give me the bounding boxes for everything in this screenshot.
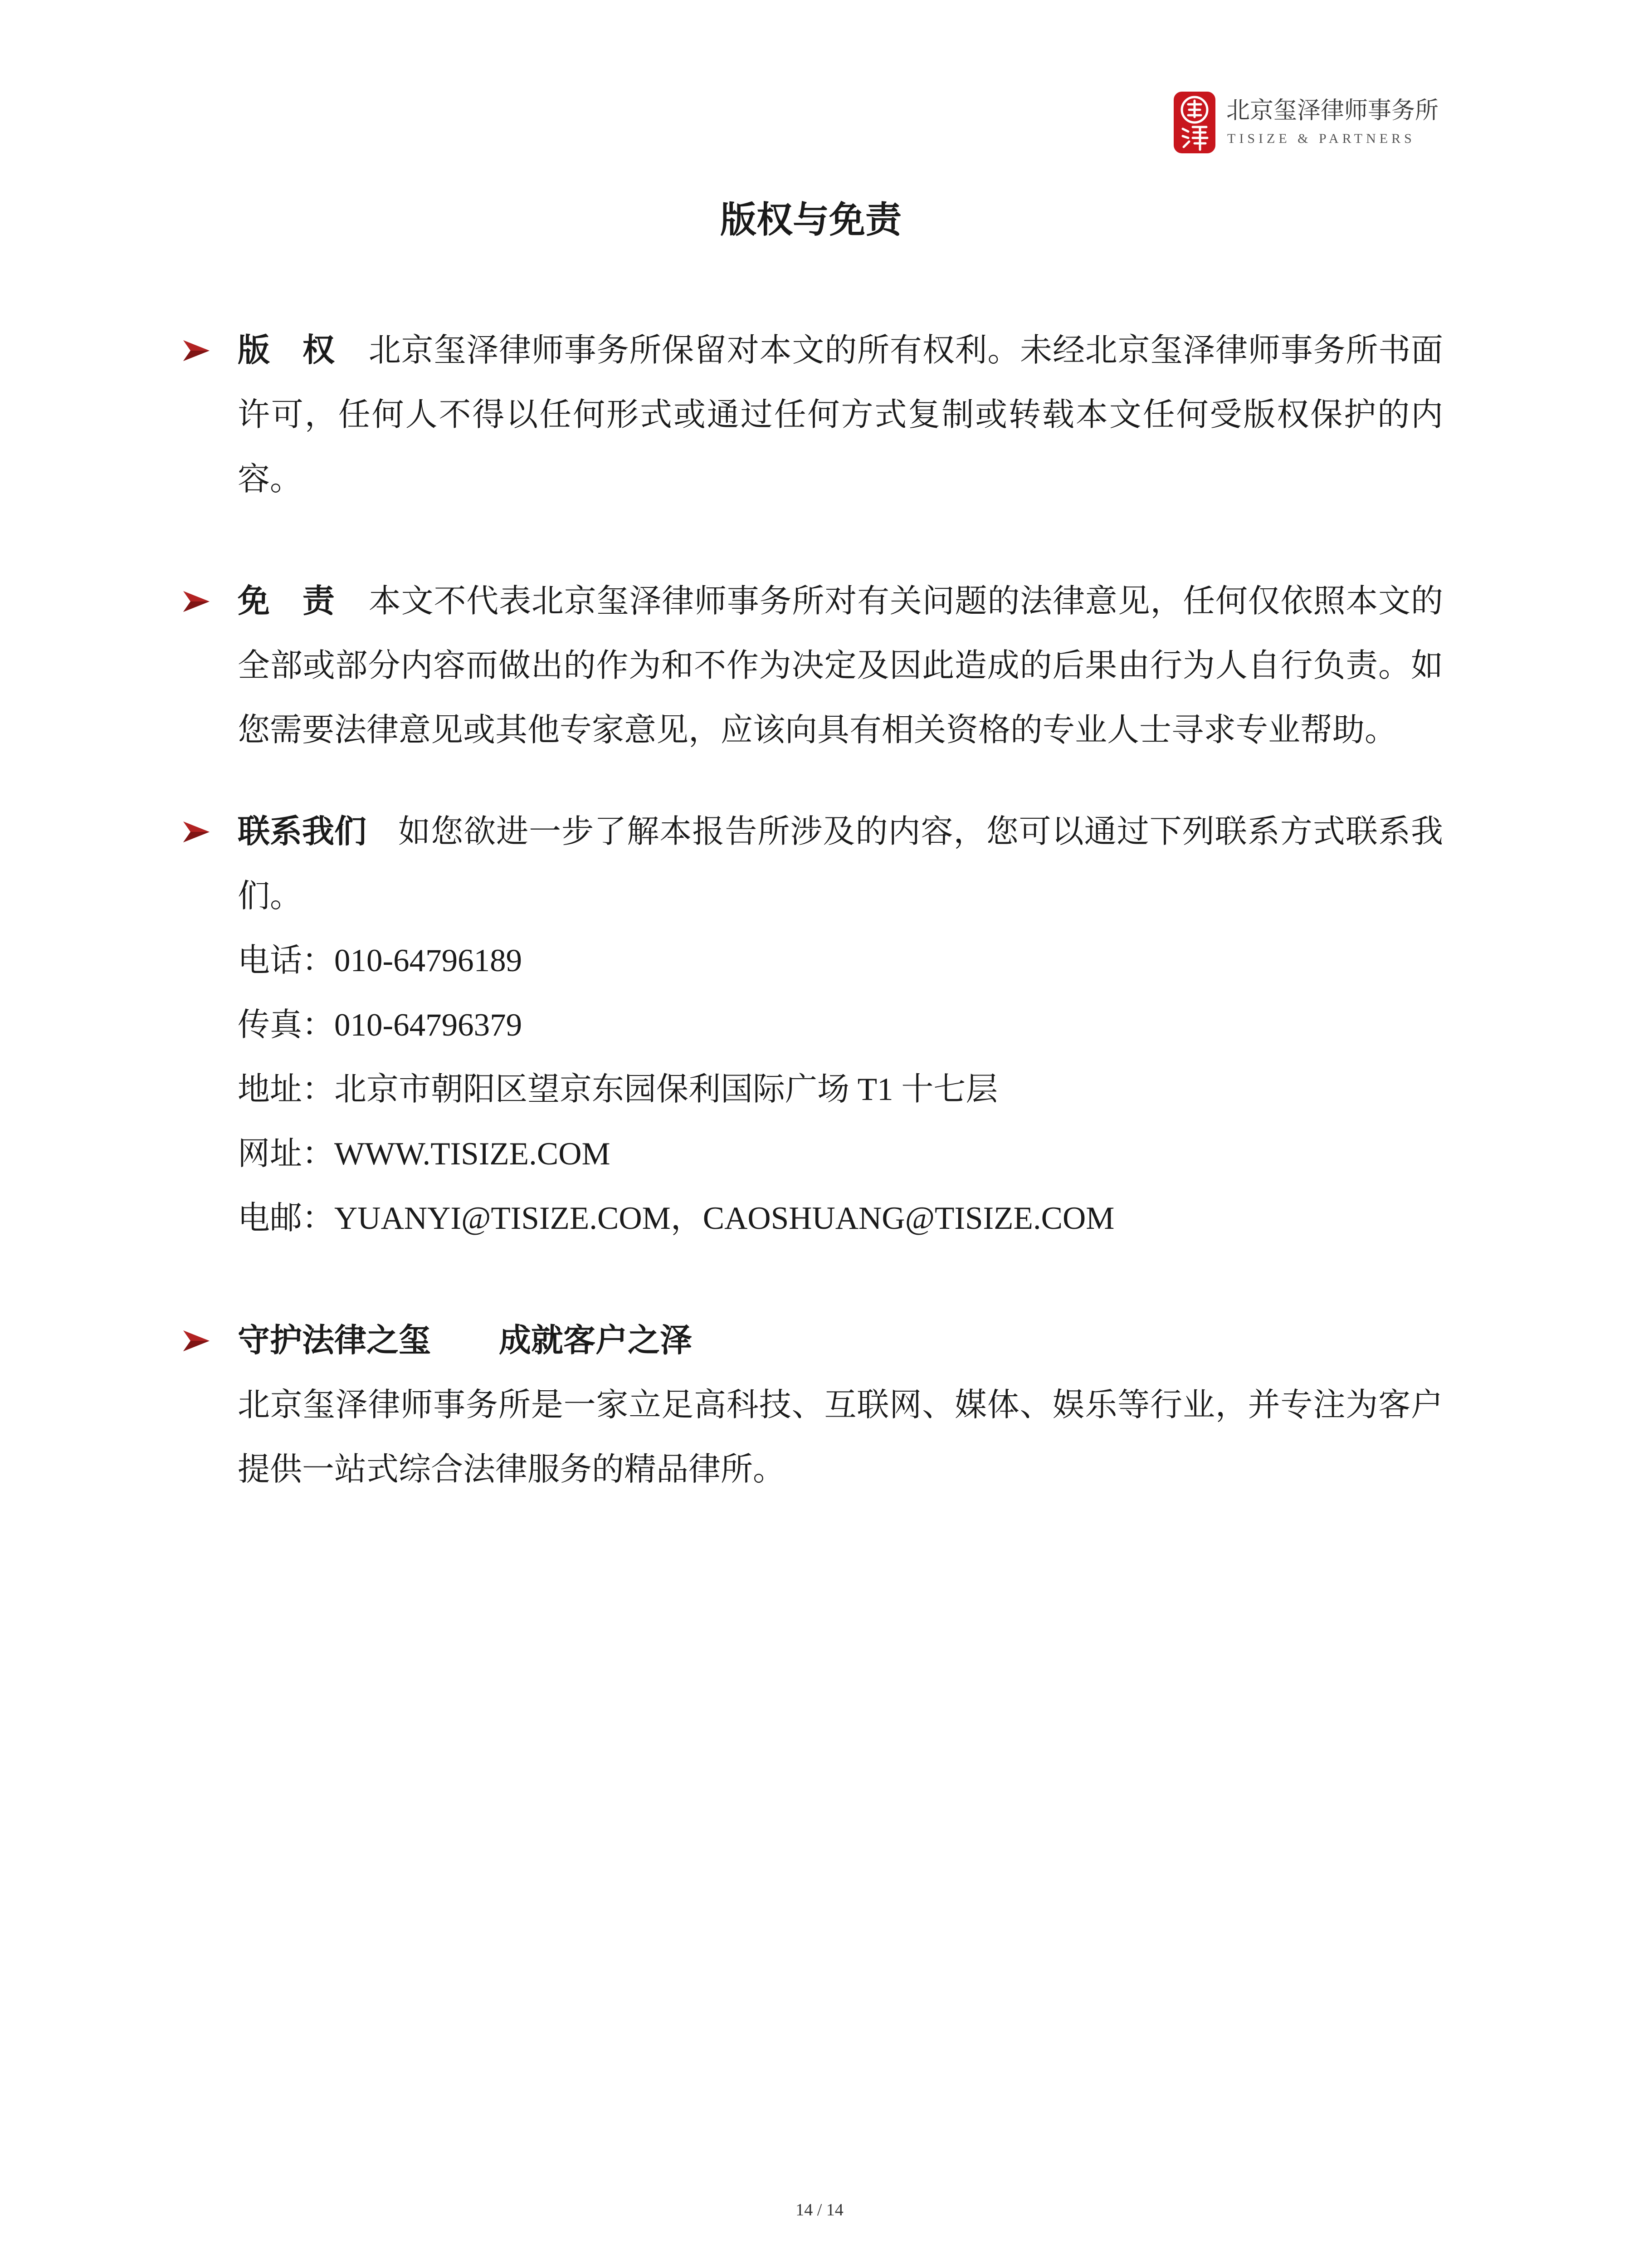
- copyright-section: [238, 318, 1443, 512]
- disclaimer-section: [238, 569, 1443, 763]
- contact-address: [238, 1057, 1443, 1122]
- page-number: 14 / 14: [795, 2200, 844, 2219]
- disclaimer-text: 本文不代表北京玺泽律师事务所对有关问题的法律意见，任何仅依照本文的全部或部分内容而做出的作为和不作为决定及因此造成的后果由行为人自行负责。如您需要法律意见或其他专家意见，应该向具有相关资格的专业人士寻求专业帮助。: [238, 584, 1443, 748]
- contact-label: 联系我们: [238, 814, 367, 850]
- contact-fax: [238, 993, 1443, 1057]
- firm-name-en: TISIZE & PARTNERS: [1227, 131, 1415, 146]
- contact-paragraph: [238, 800, 1443, 929]
- motto-part2: 成就客户之泽: [499, 1323, 693, 1359]
- firm-name-cn: 北京玺泽律师事务所: [1226, 97, 1439, 124]
- contact-item-value: 010-64796189: [334, 943, 522, 978]
- contact-item-label: 电邮：: [238, 1201, 335, 1236]
- arrow-bullet-icon: [183, 1330, 210, 1351]
- disclaimer-paragraph: [238, 569, 1443, 763]
- contact-item-label: 地址：: [238, 1072, 335, 1107]
- contact-item-value: 北京市朝阳区望京东园保利国际广场 T1 十七层: [334, 1072, 998, 1107]
- arrow-bullet-icon: [183, 591, 210, 612]
- contact-item-value: WWW.TISIZE.COM: [334, 1136, 610, 1172]
- seal-logo-icon: [1173, 91, 1216, 154]
- page-title: 版权与免责: [720, 198, 902, 241]
- copyright-paragraph: [238, 318, 1443, 512]
- motto-paragraph: 北京玺泽律师事务所是一家立足高科技、互联网、媒体、娱乐等行业，并专注为客户提供一站式综合法律服务的精品律所。: [238, 1388, 1443, 1487]
- copyright-label: 版 权: [238, 333, 335, 368]
- motto-heading: [238, 1309, 1443, 1373]
- contact-item-value: 010-64796379: [334, 1007, 522, 1043]
- motto-section: [238, 1309, 1443, 1502]
- motto-part1: 守护法律之玺: [238, 1323, 431, 1359]
- contact-phone: [238, 929, 1443, 993]
- contact-email: [238, 1186, 1443, 1251]
- contact-item-label: 传真：: [238, 1007, 335, 1043]
- contact-item-label: 网址：: [238, 1136, 335, 1172]
- contact-section: [238, 800, 1443, 1251]
- contact-text: 如您欲进一步了解本报告所涉及的内容，您可以通过下列联系方式联系我们。: [238, 814, 1443, 914]
- arrow-bullet-icon: [183, 340, 210, 361]
- arrow-bullet-icon: [183, 821, 210, 842]
- contact-item-value: YUANYI@TISIZE.COM，CAOSHUANG@TISIZE.COM: [334, 1201, 1115, 1236]
- disclaimer-label: 免 责: [238, 584, 335, 619]
- contact-item-label: 电话：: [238, 943, 335, 978]
- contact-website: [238, 1122, 1443, 1186]
- copyright-text: 北京玺泽律师事务所保留对本文的所有权利。未经北京玺泽律师事务所书面许可，任何人不得以任何形式或通过任何方式复制或转载本文任何受版权保护的内容。: [238, 333, 1443, 497]
